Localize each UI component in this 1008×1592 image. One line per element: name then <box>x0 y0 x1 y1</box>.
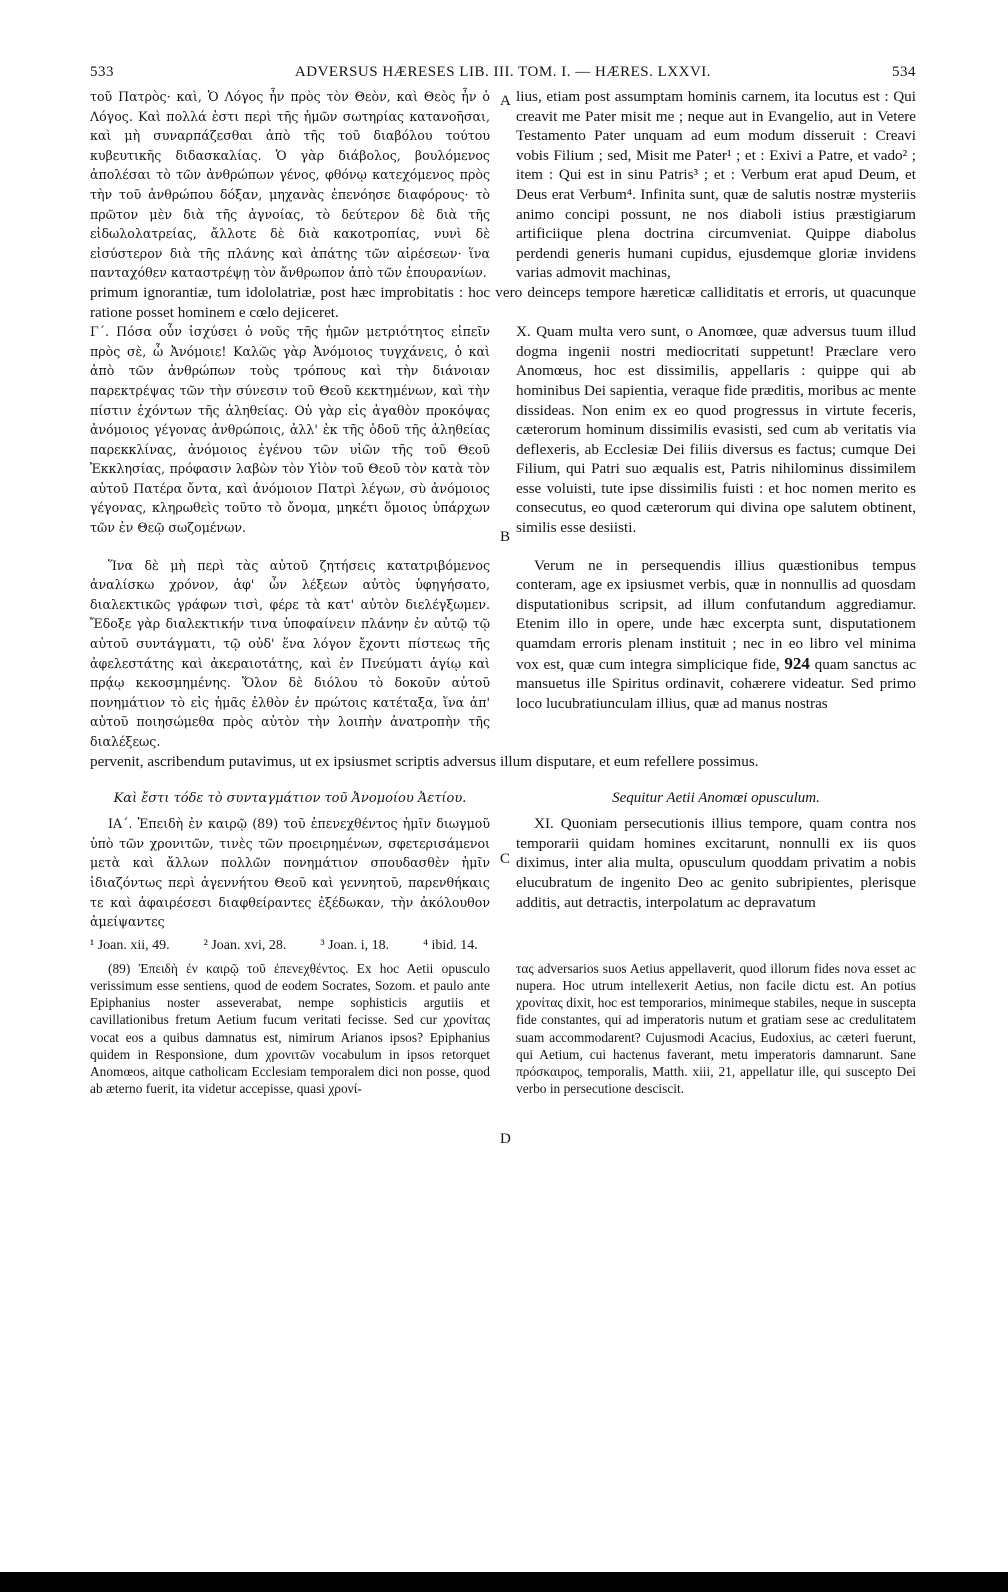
reference-2: ² Joan. xvi, 28. <box>203 937 287 953</box>
greek-paragraph-1: τοῦ Πατρὸς· καὶ, Ὁ Λόγος ἦν πρὸς τὸν Θεὸν, καὶ Θεὸς ἦν ὁ Λόγος. Καὶ πολλά ἐστι περὶ τῆς ἡμῶν σωτηρίας κατανοῆσαι, καὶ μὴ συναρπάζεσθαι ἀπὸ τῆς τοῦ διαβόλου τούτου κυβευτικῆς διδασκαλίας. Ὁ γὰρ διάβολος, βουλόμενος ἀπολέσαι τὸ τῶν ἀνθρώπων γένος, φθόνῳ κατεχόμενος πρὸς τὴν τοῦ ἀνθρώπου δόξαν, μηχανὰς ἐπενόησε διαφόρους· τὸ πρῶτον μὲν διὰ τῆς ἀγνοίας, τὸ δεύτερον δὲ διὰ τῆς εἰδωλολατρείας, ἄλλοτε δὲ διὰ κακοτροπίας, νυνὶ δὲ εἰσύστερον διὰ τῆς πλάνης καὶ ἀπάτης τῶν αἱρέσεων· ἵνα πανταχόθεν καταστρέψῃ τὸν ἄνθρωπον ἀπὸ τῶν ἐπουρανίων. <box>90 89 490 281</box>
reference-1: ¹ Joan. xii, 49. <box>90 937 170 953</box>
full-width-text-3: pervenit, ascribendum putavimus, ut ex ipsiusmet scriptis adversus illum disputare, et eum refellere possimus. <box>90 752 759 770</box>
margin-letter-a: A <box>500 93 511 109</box>
page-number-left: 533 <box>90 64 114 80</box>
section-1 <box>90 87 916 283</box>
latin-paragraph-3: Verum ne in persequendis illius quæstionibus tempus conteram, age ex ipsiusmet verbis, quæ in nonnullis ad quosdam disputationibus scripsit, ad illum confutandum aggrediamur. Etenim illo in opere, unde hæc excerpta sunt, disputationem quamdam erroris plenam instituit ; nec in eo libro vel minima vox est, quæ cum integra simplicique fide, 924 quam sanctus ac mansuetus ille Spiritus ordinavit, cohærere videatur. Sed primo loco lucubratiunculam illius, quæ ad manus nostras <box>516 556 917 712</box>
column-number: 924 <box>784 653 810 673</box>
section-3 <box>90 556 916 752</box>
note-left: (89) Ἐπειδὴ ἐν καιρῷ τοῦ ἐπενεχθέντος. Ex hoc Aetii opusculo verissimum esse sentiens, quod de eodem Socrates, Sozom. et paulo ante Epiphanius noster asseverabat, nempe sophisticis argutiis et cavillationibus fretum Aetium fucum veritati fecisse. Sed cur χρονίτας vocat eos a quibus damnatus est, nimirum Arianos ipsos? Epiphanius quidem in Responsione, dum χρονιτῶν vocabulum in ipsos retorquet Anomœos, aitque catholicam Ecclesiam temporalem dici non posse, quod ab æterno fuerit, ita videtur accepisse, quasi χρονί- <box>90 960 490 1097</box>
reference-3: ³ Joan. i, 18. <box>320 937 390 953</box>
margin-letter-d: D <box>500 1131 511 1147</box>
page-number-right: 534 <box>891 64 916 80</box>
greek-subtitle: Καὶ ἔστι τόδε τὸ συνταγμάτιον τοῦ Ἀνομοίου Ἀετίου. <box>113 791 467 807</box>
greek-paragraph-4: ΙΑ΄. Ἐπειδὴ ἐν καιρῷ (89) τοῦ ἐπενεχθέντος ἡμῖν διωγμοῦ ὑπὸ τῶν χρονιτῶν, τινὲς τῶν προειρημένων, σφετερισάμενοι μετὰ καὶ ἄλλων πολλῶν πονημάτιον σπουδασθὲν ἡμῖν ἰδιαζόντως περὶ ἀγεννήτου Θεοῦ καὶ γεννητοῦ, παρενθήκαις τε καὶ ἀφαιρέσεσι διαφθείραντες ἐξέδωκαν, τὴν ἀκόλουθον ἀμείψαντες <box>90 816 490 930</box>
full-width-text-1: primum ignorantiæ, tum idololatriæ, post hæc improbitatis : hoc vero deinceps tempore hæreticæ calliditatis et erroris, ut quacunque ratione posset hominem e cœlo dejiceret. <box>90 283 916 321</box>
latin-paragraph-1: lius, etiam post assumptam hominis carnem, ita locutus est : Qui creavit me Pater misit me ; neque aut in Evangelio, aut in Vetere Testamento Pater unquam ad eum modum disseruit : Creavi vobis Filium ; sed, Misit me Pater¹ ; et : Exivi a Patre, et vado² ; item : Qui est in sinu Patris³ ; et : Verbum erat apud Deum, et Deus erat Verbum⁴. Infinita sunt, quæ de salutis nostræ mysteriis animo concipi possunt, ne nos diaboli istius præstigiarum artificiique plena doctrina circumveniat. Quippe diabolus perdendi generis humani cupidus, ejusdemque gloriæ invidens varias admovit machinas, <box>516 88 916 282</box>
scripture-references <box>90 938 916 954</box>
section-4 <box>90 814 916 932</box>
note-right: τας adversarios suos Aetius appellaverit, quod illorum fides nova esset ac nupera. Hoc utrum intellexerit Aetius, non facile dictu est. An potius χρονίτας dixit, hoc est temporarios, minimeque stabiles, neque in suscepta fide constantes, qui ad imperatoris nutum et gratiam sese ac credulitatem suam accommodarent? Cujusmodi Acacius, Eudoxius, ac cæteri fuerunt, qui Aetium, cui hactenus faverant, metu imperatoris damnarunt. Sane πρόσκαιρος, temporalis, Matth. xiii, 21, appellatur ille, qui suscepto Dei verbo in persecutione desciscit. <box>516 960 916 1097</box>
scan-border <box>0 1572 1008 1592</box>
greek-paragraph-2: Γ΄. Πόσα οὖν ἰσχύσει ὁ νοῦς τῆς ἡμῶν μετριότητος εἰπεῖν πρὸς σὲ, ὦ Ἀνόμοιε! Καλῶς γὰρ Ἀνόμοιος τυγχάνεις, ὁ καὶ ἀπὸ τῶν ἀνθρώπων τοὺς τρόπους καὶ τὴν διάνοιαν παρεκτρέψας τῶν τὴν σύνεσιν τοῦ Θεοῦ κεκτημένων, καὶ τὴν πίστιν ἐχόντων τῆς ἀληθείας. Οὐ γὰρ εἰς ἀγαθὸν προκόψας ἀνόμοιος γέγονας ἀνθρώποις, ἀλλ' ἐκ τῆς ὁδοῦ τῆς ἀληθείας παρεκκλίνας, ἀνόμοιος ἐγένου τῶν υἱῶν τῆς τοῦ Θεοῦ Ἐκκλησίας, πρόφασιν λαβὼν τὸν Υἱὸν τοῦ Θεοῦ τὸν κατὰ τὸν αὐτοῦ Πατέρα ὄντα, καὶ ἀνόμοιον Πατρὶ λέγων, σὺ ἀνόμοιος γέγονας, κληρωθεὶς τοῦτο τὸ ὄνομα, μηκέτι ὅμοιος ὑπάρχων τῶν ἐν Θεῷ σωζομένων. <box>90 324 490 536</box>
notes <box>90 960 916 1098</box>
running-title: ADVERSUS HÆRESES LIB. III. TOM. I. — HÆRES. LXXVI. <box>294 64 712 80</box>
margin-letter-b: B <box>500 529 511 545</box>
latin-paragraph-2: X. Quam multa vero sunt, o Anomœe, quæ adversus tuum illud dogma ingenii nostri mediocritati suppetunt! Præclare vero Anomœus, hoc est dissimilis, appellaris : quippe qui ab hominibus Dei sapientia, veraque fide præditis, moribus ac mente dissideas. Non enim ex eo quod progressus in virtute feceris, cæterorum hominum dissimilis evasisti, sed cum ab veritatis via deflexeris, ab Ecclesiæ Dei filiis diversus es factus; cumque Dei Filium, qui Patri suo æqualis est, Patris nihilominus dissimilem esse voluisti, tute ipse dissimilis fuisti : et hoc nomen merito es consecutus, eo quod cæterorum qui divina ope salutem obtinent, similis esse desiisti. <box>516 323 916 537</box>
section-2 <box>90 322 916 538</box>
margin-letter-c: C <box>500 851 511 867</box>
running-header <box>90 64 916 81</box>
latin-subtitle: Sequitur Aetii Anomœi opusculum. <box>612 790 820 807</box>
greek-paragraph-3: Ἵνα δὲ μὴ περὶ τὰς αὐτοῦ ζητήσεις κατατριβόμενος ἀναλίσκω χρόνον, ἀφ' ὧν λέξεων αὐτὸς ὑφηγήσατο, διαλεκτικῶς γράφων τισὶ, φέρε τὰ κατ' αὐτὸν διελέγξωμεν. Ἔδοξε γὰρ διαλεκτικήν τινα ὑποφαίνειν πλάνην ἐν αὐτῷ τῷ αὐτοῦ συντάγματι, τῷ οὐδ' ἕνα λόγον ἔχοντι πίστεως τῆς ἀφελεστάτης καὶ ἀκεραιοτάτης, καὶ ἐν Πνεύματι ἁγίῳ καὶ πρᾴῳ κεκοσμημένης. Ὅλον δὲ διόλου τὸ δοκοῦν αὐτοῦ πονημάτιον τὸ εἰς ἡμᾶς ἐλθὸν ἐν πρώτοις κατέταξα, ἵνα ἀπ' αὐτοῦ ποιησώμεθα πρὸς αὐτὸν τὴν λοιπὴν ἀνατροπὴν τῆς διαλέξεως. <box>90 557 490 749</box>
subtitles <box>90 789 916 808</box>
reference-4: ⁴ ibid. 14. <box>423 937 478 953</box>
latin-paragraph-4: XI. Quoniam persecutionis illius tempore, quam contra nos temporarii quidam homines excitarunt, nonnulli ex iis quos diximus, inter alia multa, opusculum quoddam privatim a nobis elucubratum de ingenito Deo ac genito subripientes, plerisque additis, aut detractis, interpolatum ac depravatum <box>516 815 916 911</box>
